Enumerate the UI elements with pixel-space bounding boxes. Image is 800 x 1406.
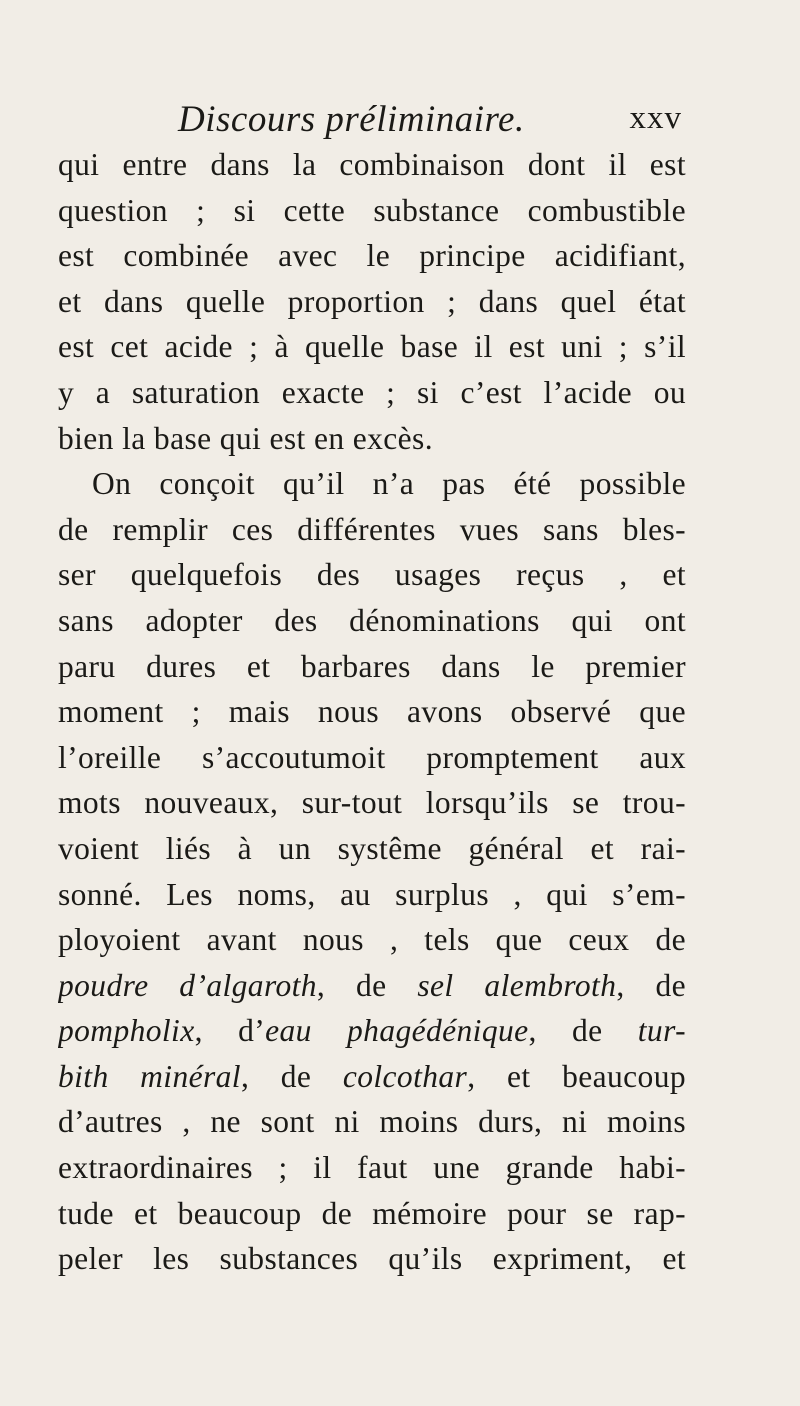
text-run: ployoient avant nous , tels que ceux de xyxy=(58,922,686,958)
text-line xyxy=(58,917,686,963)
body-text xyxy=(58,142,686,1282)
text-run: , de xyxy=(528,1013,638,1049)
italic-term: eau phagédénique xyxy=(265,1013,529,1049)
text-line xyxy=(58,1008,686,1054)
text-line xyxy=(58,826,686,872)
text-line xyxy=(58,233,686,279)
text-run: d’autres , ne sont ni moins durs, ni moins xyxy=(58,1104,686,1140)
text-run: , de xyxy=(616,967,686,1003)
text-line xyxy=(58,689,686,735)
text-line xyxy=(58,598,686,644)
italic-term: bith minéral xyxy=(58,1058,241,1094)
text-run: voient liés à un systême général et rai- xyxy=(58,830,686,866)
running-head xyxy=(58,98,682,142)
text-run: y a saturation exacte ; si c’est l’acide ou xyxy=(58,374,686,410)
text-line xyxy=(58,1099,686,1145)
text-run: est cet acide ; à quelle base il est uni ; s’il xyxy=(58,329,686,365)
text-run: sonné. Les noms, au surplus , qui s’em- xyxy=(58,876,686,912)
text-line xyxy=(58,644,686,690)
italic-term: tur- xyxy=(637,1013,686,1049)
italic-term: pompholix xyxy=(58,1013,195,1049)
text-line xyxy=(58,872,686,918)
text-run: est combinée avec le principe acidifiant, xyxy=(58,238,686,274)
text-run: question ; si cette substance combustible xyxy=(58,192,686,228)
text-run: , d’ xyxy=(194,1013,266,1049)
text-line xyxy=(58,780,686,826)
text-run: On conçoit qu’il n’a pas été possible xyxy=(92,466,686,502)
text-line xyxy=(58,963,686,1009)
text-run: , et beaucoup xyxy=(467,1058,686,1094)
text-run: peler les substances qu’ils expriment, et xyxy=(58,1241,686,1277)
text-line xyxy=(58,188,686,234)
text-run: qui entre dans la combinaison dont il est xyxy=(58,147,686,182)
text-line xyxy=(58,552,686,598)
text-run: moment ; mais nous avons observé que xyxy=(58,694,686,730)
text-line xyxy=(58,735,686,781)
text-run: et dans quelle proportion ; dans quel état xyxy=(58,283,686,319)
text-run: bien la base qui est en excès. xyxy=(58,420,433,456)
text-run: sans adopter des dénominations qui ont xyxy=(58,602,686,638)
text-run: extraordinaires ; il faut une grande habi- xyxy=(58,1150,686,1186)
italic-term: colcothar xyxy=(342,1058,468,1094)
text-line xyxy=(58,370,686,416)
text-run: , de xyxy=(240,1058,343,1094)
text-run: mots nouveaux, sur-tout lorsqu’ils se trou- xyxy=(58,785,686,821)
text-line xyxy=(58,1191,686,1237)
running-title: Discours préliminaire. xyxy=(178,99,525,140)
text-run: ser quelquefois des usages reçus , et xyxy=(58,557,686,593)
text-line-paragraph-end xyxy=(58,416,686,462)
text-run: de remplir ces différentes vues sans bles- xyxy=(58,511,686,547)
text-line xyxy=(58,279,686,325)
text-run: paru dures et barbares dans le premier xyxy=(58,648,686,684)
text-line-paragraph-start xyxy=(58,461,686,507)
text-line xyxy=(58,324,686,370)
text-line xyxy=(58,1236,686,1282)
italic-term: poudre d’algaroth xyxy=(58,967,317,1003)
text-line xyxy=(58,1145,686,1191)
text-run: tude et beaucoup de mémoire pour se rap- xyxy=(58,1195,686,1231)
text-line xyxy=(58,1054,686,1100)
text-run: , de xyxy=(316,967,418,1003)
page-number: xxv xyxy=(629,100,682,136)
text-line xyxy=(58,507,686,553)
text-line xyxy=(58,142,686,188)
italic-term: sel alembroth xyxy=(417,967,617,1003)
text-run: l’oreille s’accoutumoit promptement aux xyxy=(58,739,686,775)
